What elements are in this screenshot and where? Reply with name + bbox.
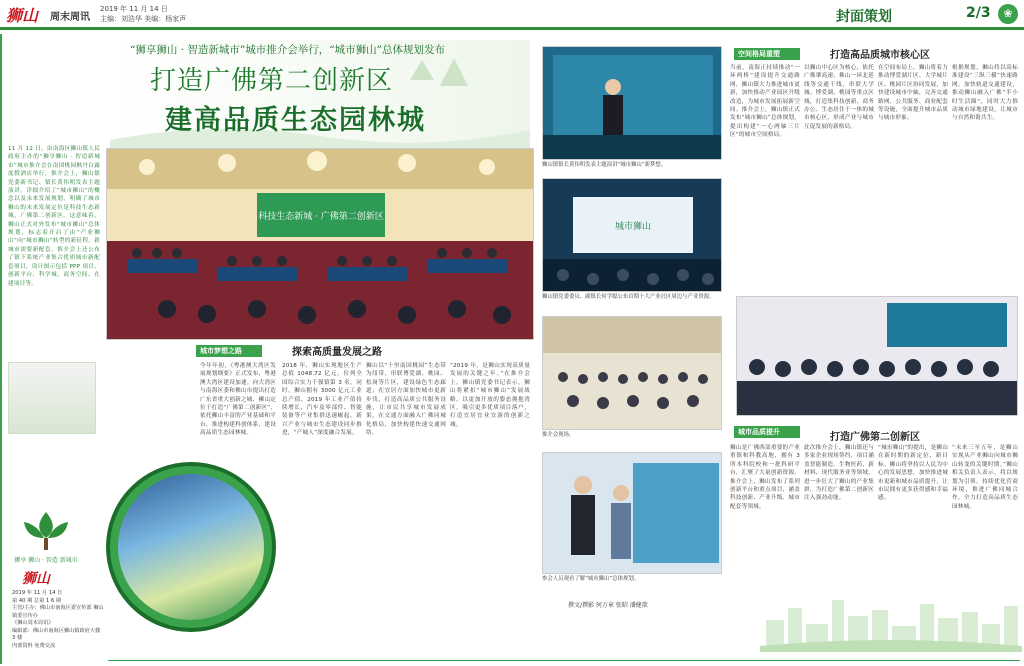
conference-scene bbox=[107, 149, 534, 340]
issue-name: 周末周讯 bbox=[50, 12, 90, 23]
article-column-4: “2019 年，是狮山实现高质量发展的关键之年。”在推介会上，狮山镇党委书记表示，狮山将紧扣“城市狮山”发展战略，以更加开放的姿态拥抱湾区，吸引更多优质项目落户，打造宜居宜业宜游的创新之城。 bbox=[450, 363, 530, 428]
right1-column-3: 在空间布局上，狮山将着力推动博爱湖片区、大学城片区、桃园片区协同发展，加快建设城市中轴，完善交通路网、公共服务、商业配套等设施，全面提升城市品质与城市形象。 bbox=[878, 65, 948, 122]
conference-photo bbox=[106, 148, 534, 340]
audience-scene bbox=[737, 297, 1018, 416]
section-tag-space: 空间格局重塑 bbox=[734, 48, 800, 60]
right1-column-1: 当前，南海正持续推动“一环两桥”建设提升交通路网，狮山镇大力推进城市更新，加快推动产业园区升级改造，为城市发展拓展新空间。推介会上，狮山镇正式发布“城市狮山”总体规划，提出构建“一心两轴三片区”的城市空间格局。 bbox=[730, 65, 800, 139]
hall-photo bbox=[542, 316, 722, 430]
visitor-scene bbox=[543, 453, 722, 574]
visitor-photo bbox=[542, 452, 722, 574]
speaker-scene bbox=[543, 47, 722, 160]
speaker-photo bbox=[542, 46, 722, 160]
article-column-3: 狮山以“十里南国桃园”生态带为纽带，串联博爱湖、桃园、松岗等片区，建设绿色生态廊道；在宜居方面加快城市更新步伐，打造高品质公共服务设施，让市民共享城市发展成果，在交通方面融入广佛同城化格局，加快构建快速交通网络。 bbox=[366, 363, 446, 437]
section-title: 封面策划 bbox=[836, 9, 892, 25]
photo-credit: 撰文/撰影 何万章 张昭 潘健歆 bbox=[568, 602, 648, 609]
headline-kicker: “狮享狮山 · 智造新城市”城市推介会举行，“城市狮山”总体规划发布 bbox=[130, 44, 445, 56]
hall-scene bbox=[543, 317, 722, 430]
article-column-2: 2018 年，狮山实现地区生产总值 1048.72 亿元，位列全国综合实力千强镇第 3 名。同时，狮山拥有 3000 亿元工业总产值、2019 年工业产值持续增长，汽车及零部件、智能装备等产业集群迅速崛起，新兴产业与城市生态建设同步推进，“产城人”深度融合发展。 bbox=[282, 363, 362, 437]
section-subhead-core: 打造高品质城市核心区 bbox=[830, 50, 930, 61]
colophon-note: 内部资料 免费交流 bbox=[12, 642, 56, 649]
colophon-info bbox=[12, 590, 104, 650]
masthead-logo: 狮山 bbox=[6, 6, 39, 25]
audience-photo bbox=[736, 296, 1018, 416]
stage-screen-label: 城市狮山 bbox=[614, 222, 652, 232]
colophon-date: 2019 年 11 月 14 日 bbox=[12, 590, 63, 596]
stage-caption: 狮山镇党委委员、副镇长何学聪公布首期十大产业社区周边与产业资源。 bbox=[542, 294, 715, 300]
footer-rule bbox=[108, 660, 1020, 661]
leaf-icon: ❀ bbox=[998, 4, 1018, 24]
right2-column-2: 此次推介会上，狮山镇还与多家企业现场签约，项目涵盖智能制造、生物医药、新材料、现代服务业等领域，进一步壮大了狮山的产业集群，为打造广佛第二创新区注入强劲动能。 bbox=[804, 445, 874, 502]
editors-line: 主编：刘浩华 美编：杨家声 bbox=[100, 15, 187, 23]
stage-screen-text: 科技生态新城 · 广佛第二创新区 bbox=[258, 212, 384, 222]
date-line: 2019 年 11 月 14 日 bbox=[100, 5, 168, 13]
stage-photo bbox=[542, 178, 722, 292]
page-number: 2/3 bbox=[966, 5, 991, 21]
colophon-title: 《狮山周末周讯》 bbox=[12, 620, 54, 626]
visitor-caption: 参会人员观看了解“城市狮山”总体规划。 bbox=[542, 576, 640, 582]
colophon-issue: 第 40 期 总第 1 6 期 bbox=[12, 597, 62, 604]
right2-column-1: 狮山是广佛西部重要的产业重镇和科教高地，拥有 3 所本科院校和一批科研平台，汇聚了大量创新资源。推介会上，狮山发布了系列创新平台和重点项目，涵盖科技创新、产业升级、城市配套等领域。 bbox=[730, 445, 800, 510]
development-circle-photo bbox=[118, 474, 264, 620]
section-subhead-innovation: 打造广佛第二创新区 bbox=[830, 432, 920, 443]
section-tag: 城市梦想之路 bbox=[196, 345, 262, 357]
right2-column-3: “城市狮山”的提出，是狮山在新时期的新定位、新目标。狮山将坚持以人民为中心的发展思想，加快推进城市更新和城市品质提升，让市民拥有更多获得感和幸福感。 bbox=[878, 445, 948, 502]
colophon-logo: 狮山 bbox=[22, 571, 50, 587]
right1-column-4: 根据规划，狮山将以高标准建设“三纵三横”快速路网，加快轨道交通建设，推动狮山融入广佛“半小时生活圈”，同时大力推动城市绿地建设，让城市与自然和谐共生。 bbox=[952, 65, 1018, 122]
article-column-1: 今年年初，《粤港澳大湾区发展规划纲要》正式发布，粤港澳大湾区建设加速。向大湾区与南海区委和佛山市提出打造广东省重大创新之城，狮山定位于打造“广佛第二创新区”，依托狮山丰富的产业基础和平台，推进构建科创体系，建设高品质生态园林城。 bbox=[200, 363, 276, 437]
article-subhead: 探索高质量发展之路 bbox=[292, 347, 382, 358]
hall-caption: 推介会现场。 bbox=[542, 432, 575, 438]
city-emblem-icon bbox=[14, 508, 78, 568]
right1-column-2: 以狮山中心区为核心，依托广佛肇高速、佛山一环北延线等交通干线，串联大学城、博爱湖、桃园等重点区域，打造集科技创新、商务办公、生态居住于一体的城市核心区，形成产业与城市互促发展的新格局。 bbox=[804, 65, 874, 130]
colophon-address: 编辑部：佛山市南海区狮山镇政府大楼 3 楼 bbox=[12, 627, 101, 641]
left-accent-rule bbox=[0, 34, 2, 664]
right2-column-4: “未来三至五年，是狮山实现从产业狮山向城市狮山转变的关键时期。”狮山相关负责人表示，将以规划为引领，持续优化营商环境，推进广佛同城合作，全力打造高品质生态园林城。 bbox=[952, 445, 1018, 510]
lead-text: 11 月 12 日，由南海区狮山镇人民政府主办的“狮享狮山 · 智造新城市”城市推介会在南国桃园枫丹白露度假酒店举行。推介会上，狮山镇党委新书记、镇长黄伟明发表主题演讲，详细介绍了“城市狮山”的概念以及未来发展规划，明确了城市狮山的未来发展定位是科技生态新城，广佛第二创新区。这意味着，狮山正式对外发布“城市狮山”总体规划，标志着开启了由“产业狮山”向“城市狮山”转型的新征程。新城市需要新配套。推介会上还公布了镇下系统产业集合优质城市新配套项目，设计图示包括 PPP 项目、创新平台、科学城、商务空间、在建项目等。 bbox=[8, 146, 100, 287]
headline-title-line1: 打造广佛第二创新区 bbox=[150, 66, 394, 96]
city-skyline-illustration bbox=[760, 590, 1022, 652]
colophon-publisher: 主管/主办：佛山市南海区委宣传部 狮山镇委宣传办 bbox=[12, 605, 104, 619]
city-rendering-image bbox=[8, 362, 96, 434]
emblem-text: 狮享 狮山 · 智造 新城市 bbox=[14, 557, 78, 564]
speaker-caption: 狮山镇镇长黄伟明发表主题演讲“城市狮山”新梦想。 bbox=[542, 162, 667, 168]
headline-title-line2: 建高品质生态园林城 bbox=[165, 105, 426, 136]
header-info bbox=[100, 4, 186, 24]
section-tag-quality: 城市品质提升 bbox=[734, 426, 800, 438]
stage-scene bbox=[543, 179, 722, 292]
